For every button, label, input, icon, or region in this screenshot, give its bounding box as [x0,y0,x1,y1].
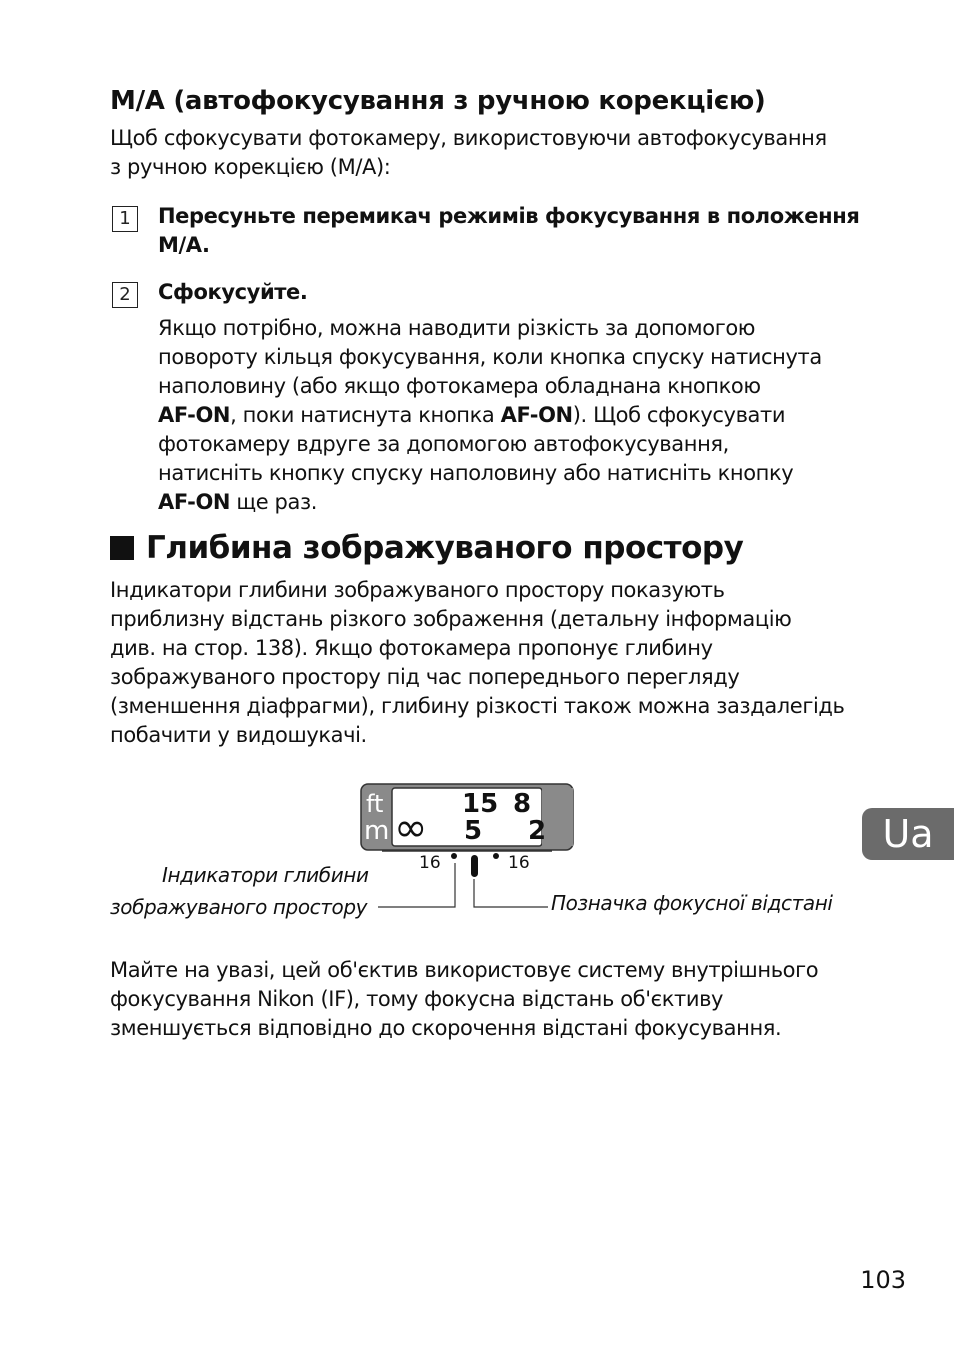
step-1-number: 1 [112,206,138,232]
depth-of-field-diagram [100,775,860,935]
step-2-number: 2 [112,282,138,308]
closing-paragraph [110,956,870,1043]
text-line: наполовину (або якщо фотокамера обладнана кнопкою [158,374,761,398]
af-on-label: AF-ON [158,490,231,514]
af-on-label: AF-ON [500,403,573,427]
text-line: фокусування Nikon (IF), тому фокусна відстань об'єктиву [110,987,724,1011]
barrel-edge [542,788,573,846]
infinity-mark: ∞ [394,805,428,851]
text-line: побачити у видошукачі. [110,723,367,747]
m-value-2: 2 [528,816,547,846]
text-line: приблизну відстань різкого зображення (детальну інформацію [110,607,792,631]
text-line: зменшується відповідно до скорочення відстані фокусування. [110,1016,782,1040]
text-span: ще раз. [230,490,318,514]
ma-intro [110,124,870,182]
text-line: Якщо потрібно, можна наводити різкість за допомогою [158,316,756,340]
text-line: натисніть кнопку спуску наполовину або натисніть кнопку [158,461,794,485]
ft-value-15: 15 [462,789,499,819]
text-line: Щоб сфокусувати фотокамеру, використовуючи автофокусування [110,126,827,150]
step-2-body [158,314,822,517]
text-line: з ручною корекцією (M/A): [110,155,391,179]
language-tab: Ua [862,808,954,860]
text-line: повороту кільця фокусування, коли кнопка спуску натиснута [158,345,822,369]
text-line: див. на стор. 138). Якщо фотокамера пропонує глибину [110,636,713,660]
focus-distance-mark [471,855,478,877]
ft-value-8: 8 [513,789,532,819]
text-line: M/A. [158,233,210,257]
text-line: (зменшення діафрагми), глибину різкості також можна заздалегідь [110,694,845,718]
caption-focus-distance-mark: Позначка фокусної відстані [551,891,833,915]
dof-indicator-dot-right [493,853,499,859]
leader-line-left [378,863,455,907]
unit-m-label: m [364,816,390,846]
section-heading-depth [110,530,743,566]
caption-dof-indicators-line1: Індикатори глибини [162,863,369,887]
text-line: фотокамеру вдруге за допомогою автофокусування, [158,432,729,456]
text-line [158,488,822,517]
text-line: Сфокусуйте. [158,280,308,304]
dof-right-16: 16 [508,853,530,873]
m-value-5: 5 [464,816,483,846]
section-heading-ma: M/A (автофокусування з ручною корекцією) [110,86,766,116]
af-on-label: AF-ON [158,403,231,427]
text-line: Пересуньте перемикач режимів фокусування в положення [158,204,860,228]
dof-indicator-dot-left [451,853,457,859]
heading-text: Глибина зображуваного простору [146,530,744,566]
unit-ft-label: ft [366,790,384,818]
depth-paragraph [110,576,870,750]
text-span: ). Щоб сфокусувати [572,403,786,427]
leader-line-right [474,879,548,907]
text-line: Індикатори глибини зображуваного простору показують [110,578,725,602]
step-2-title [158,278,307,307]
black-square-icon [110,536,134,560]
text-line [158,401,822,430]
step-1-title [158,202,859,260]
page-number: 103 [860,1266,906,1294]
text-line: зображуваного простору під час попереднього перегляду [110,665,740,689]
dof-left-16: 16 [419,853,441,873]
text-line: Майте на увазі, цей об'єктив використовує систему внутрішнього [110,958,819,982]
text-span: , поки натиснута кнопка [230,403,501,427]
caption-dof-indicators-line2: зображуваного простору [110,895,368,919]
